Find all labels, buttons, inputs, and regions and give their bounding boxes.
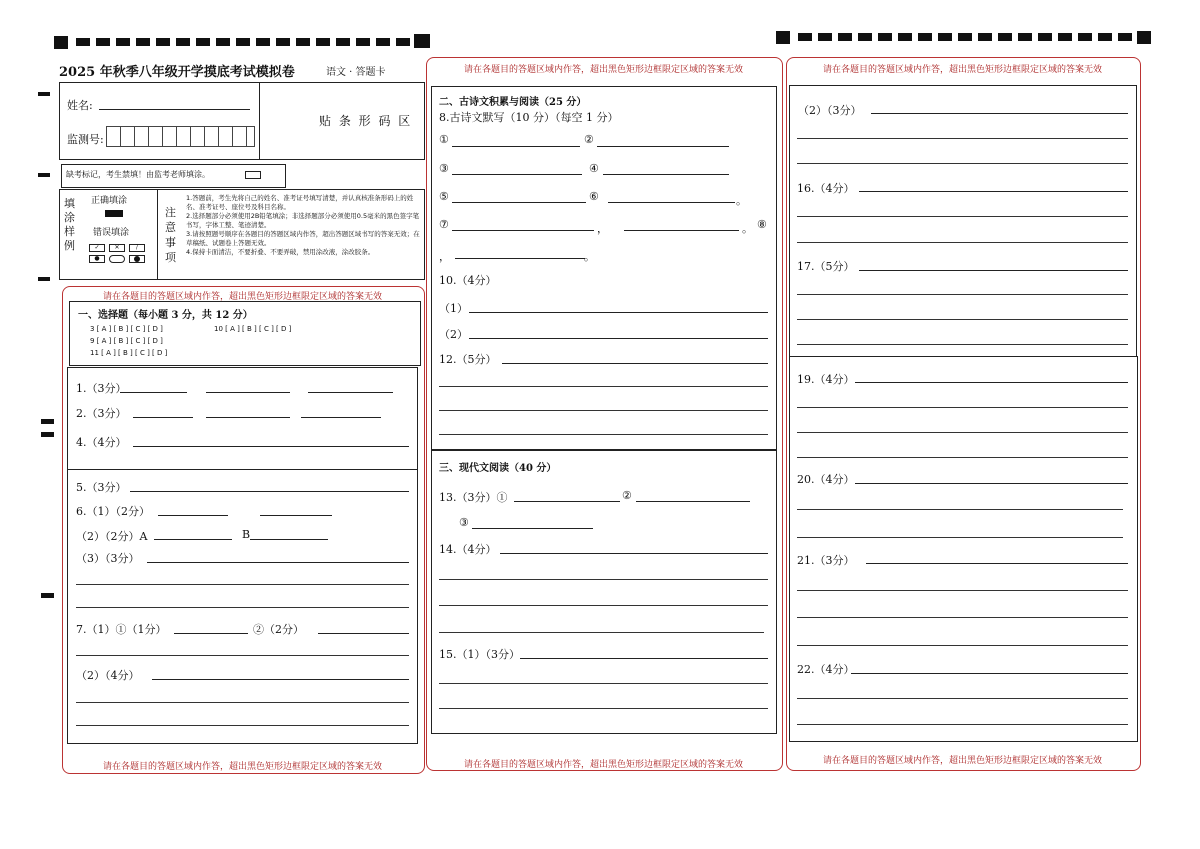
q16-label: 16.（4分） [797,182,855,195]
blank-label: ② [584,133,594,146]
answer-line[interactable] [133,417,193,418]
answer-line[interactable] [520,658,768,659]
timing-track [798,33,1132,41]
side-mark [41,432,54,437]
q21-label: 21.（3分） [797,554,855,567]
notice-item: 4.保持卡面清洁，不要折叠、不要弄破，禁用涂改液，涂改胶条。 [186,248,375,256]
absent-mark-box[interactable] [245,171,261,179]
answer-line[interactable] [597,146,729,147]
wrong-fill-label: 错误填涂 [93,228,130,238]
q6-1-label: 6.（1）（2分） [76,505,150,518]
q13b-label: ② [622,489,632,502]
answer-line[interactable] [158,515,228,516]
answer-line[interactable] [797,344,1128,345]
q7-1b-label: ②（2分） [253,623,304,636]
answer-line[interactable] [797,617,1128,618]
punct: 。 [584,250,595,263]
answer-line[interactable] [439,410,768,411]
answer-line[interactable] [455,258,585,259]
q5-label: 5.（3分） [76,481,127,494]
q20-label: 20.（4分） [797,473,855,486]
region-note: 请在各题目的答题区域内作答，超出黑色矩形边框限定区域的答案无效 [463,760,743,770]
mc-row[interactable]: 11 [ A ] [ B ] [ C ] [ D ] [90,349,168,357]
answer-line[interactable] [797,698,1128,699]
q1-label: 1.（3分） [76,382,127,395]
region-note: 请在各题目的答题区域内作答，超出黑色矩形边框限定区域的答案无效 [102,762,382,772]
q14-label: 14.（4分） [439,543,497,556]
instructions-divider [157,189,158,279]
wrong-fill-samples: ✓ ✕ / ● [89,244,145,264]
answer-line[interactable] [120,392,187,393]
answer-line[interactable] [206,417,290,418]
answer-line[interactable] [130,491,409,492]
answer-line[interactable] [866,563,1128,564]
answer-line[interactable] [439,434,768,435]
side-mark [41,593,54,598]
alignment-mark [414,34,430,48]
absent-note: 缺考标记，考生禁填！由监考老师填涂。 [66,170,210,179]
answer-line[interactable] [76,725,409,726]
q17-label: 17.（5分） [797,260,855,273]
info-divider [259,82,260,159]
answer-line[interactable] [859,191,1128,192]
side-mark [38,92,50,96]
region-note: 请在各题目的答题区域内作答，超出黑色矩形边框限定区域的答案无效 [102,292,382,302]
page-subtitle: 语文 · 答题卡 [326,67,386,78]
notice-label: 注意事项 [165,206,176,264]
answer-line[interactable] [500,553,768,554]
page-title: 2025 年秋季八年级开学摸底考试模拟卷 [59,65,295,80]
notice-item: 1.答题前，考生先将自己的姓名、准考证号填写清楚，并认真核准条形码上的姓名、准考证号、座位号及科目名称。 [186,194,414,211]
answer-line[interactable] [439,683,768,684]
q15-2-17-box [789,85,1137,357]
answer-line[interactable] [603,174,729,175]
answer-line[interactable] [472,528,593,529]
answer-line[interactable] [797,509,1123,510]
answer-line[interactable] [206,392,290,393]
q13c-label: ③ [459,516,469,529]
answer-line[interactable] [439,605,768,606]
answer-line[interactable] [439,708,768,709]
blank-label: ⑧ [757,218,767,231]
blank-label: ③ [439,162,449,175]
answer-line[interactable] [452,202,586,203]
answer-line[interactable] [871,113,1128,114]
punct: 。 [736,194,747,207]
answer-line[interactable] [439,386,768,387]
answer-line[interactable] [439,632,764,633]
answer-line[interactable] [797,242,1128,243]
q15-2-label: （2）（3分） [798,104,862,117]
alignment-mark [776,31,790,44]
answer-line[interactable] [514,501,620,502]
answer-line[interactable] [797,432,1128,433]
answer-line[interactable] [76,607,409,608]
answer-line[interactable] [301,417,381,418]
answer-line[interactable] [174,633,248,634]
punct: ， [597,222,608,235]
blank-label: ⑥ [589,190,599,203]
q19-label: 19.（4分） [797,373,855,386]
q4-label: 4.（4分） [76,436,127,449]
answer-line[interactable] [636,501,750,502]
answer-line[interactable] [452,230,594,231]
side-mark [41,419,54,424]
notice-item: 2.选择题部分必须使用2B铅笔填涂；非选择题部分必须使用0.5毫米的黑色签字笔书写，字体工整、笔迹清楚。 [186,212,420,229]
blank-label: ⑤ [439,190,449,203]
mc-row[interactable]: 10 [ A ] [ B ] [ C ] [ D ] [214,325,292,333]
blank-label: ④ [589,162,599,175]
answer-line[interactable] [797,407,1128,408]
section3-title: 三、现代文阅读（40 分） [439,463,557,474]
answer-line[interactable] [469,312,768,313]
timing-track [76,38,412,46]
q7-2-label: （2）（4分） [76,669,140,682]
q10-2-label: （2） [439,328,468,341]
answer-line[interactable] [797,645,1128,646]
answer-line[interactable] [318,633,409,634]
answer-line[interactable] [452,146,580,147]
answer-line[interactable] [851,673,1128,674]
answer-line[interactable] [133,446,409,447]
answer-line[interactable] [260,515,332,516]
notice-item: 3.请按照题号顺序在各题目的答题区域内作答，超出答题区域书写的答案无效；在草稿纸、试题卷上答题无效。 [186,230,420,247]
answer-line[interactable] [469,338,768,339]
q8-label: 8.古诗文默写（10 分）（每空 1 分） [439,111,619,124]
answer-line[interactable] [855,483,1128,484]
alignment-mark [1137,31,1151,44]
name-field[interactable] [99,109,250,110]
q15-label: 15.（1）（3分） [439,648,520,661]
id-field[interactable] [106,126,255,147]
answer-line[interactable] [797,216,1128,217]
region-note: 请在各题目的答题区域内作答，超出黑色矩形边框限定区域的答案无效 [463,65,743,75]
barcode-area-label: 贴 条 形 码 区 [319,114,413,128]
correct-fill-label: 正确填涂 [91,196,128,206]
q22-label: 22.（4分） [797,663,855,676]
q19-22-box [789,356,1138,742]
answer-line[interactable] [608,202,735,203]
q10-label: 10.（4分） [439,274,497,287]
q12-label: 12.（5分） [439,353,497,366]
answer-line[interactable] [76,702,409,703]
correct-fill-sample [105,210,123,217]
region-note: 请在各题目的答题区域内作答，超出黑色矩形边框限定区域的答案无效 [822,65,1102,75]
fill-example-label: 填涂样例 [64,197,75,252]
notice-list [186,194,420,257]
blank-label: ① [439,133,449,146]
answer-line[interactable] [859,270,1128,271]
answer-line[interactable] [502,363,768,364]
q10-1-label: （1） [439,302,468,315]
answer-line[interactable] [855,382,1128,383]
section2-title: 二、古诗文积累与阅读（25 分） [439,97,587,108]
answer-line[interactable] [147,562,409,563]
mc-row[interactable]: 9 [ A ] [ B ] [ C ] [ D ] [90,337,163,345]
id-label: 监测号: [67,133,104,146]
q6-2-label: （2）（2分）A [76,530,148,543]
q6-3-label: （3）（3分） [76,552,140,565]
region-note: 请在各题目的答题区域内作答，超出黑色矩形边框限定区域的答案无效 [822,756,1102,766]
answer-line[interactable] [797,294,1128,295]
answer-line[interactable] [624,230,739,231]
side-mark [38,277,50,281]
punct: 。 [742,222,753,235]
q2-label: 2.（3分） [76,407,127,420]
answer-line[interactable] [308,392,393,393]
answer-line[interactable] [797,590,1128,591]
punct: ， [439,250,450,263]
answer-line[interactable] [797,138,1128,139]
answer-line[interactable] [797,537,1123,538]
mc-row[interactable]: 3 [ A ] [ B ] [ C ] [ D ] [90,325,163,333]
answer-line[interactable] [452,174,582,175]
answer-line[interactable] [797,319,1128,320]
name-label: 姓名: [67,99,93,112]
q13-label: 13.（3分）① [439,491,508,504]
answer-line[interactable] [76,584,409,585]
q7-1-label: 7.（1）①（1分） [76,623,167,636]
blank-label: ⑦ [439,218,449,231]
answer-line[interactable] [797,724,1128,725]
answer-line[interactable] [439,579,768,580]
answer-line[interactable] [154,539,232,540]
q6-2b-label: B [242,528,251,541]
answer-line[interactable] [152,679,409,680]
side-mark [38,173,50,177]
section1-title: 一、选择题（每小题 3 分，共 12 分） [78,310,253,321]
answer-line[interactable] [250,539,328,540]
answer-line[interactable] [76,655,409,656]
section2-box [431,86,777,451]
alignment-mark [54,36,68,49]
answer-line[interactable] [797,457,1128,458]
answer-line[interactable] [797,163,1128,164]
